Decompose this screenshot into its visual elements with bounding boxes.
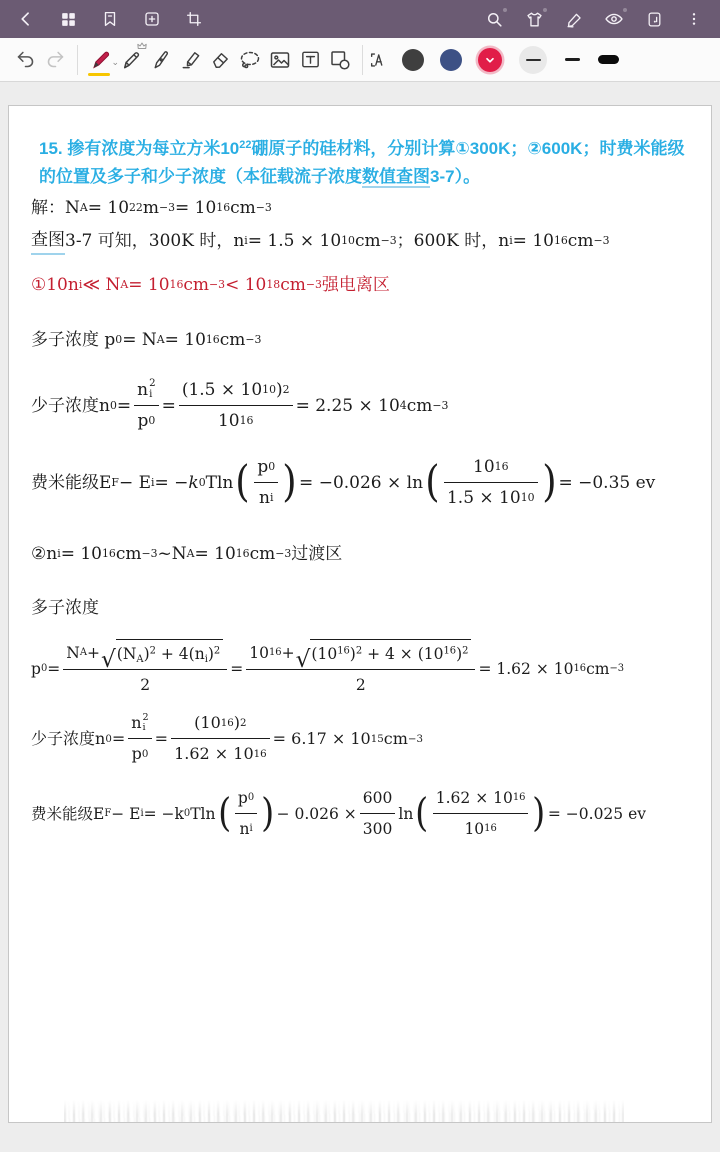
back-icon[interactable] (14, 7, 38, 31)
shape-tool-icon[interactable] (325, 43, 355, 77)
eye-readonly-icon[interactable] (602, 7, 626, 31)
grid-pages-icon[interactable] (56, 7, 80, 31)
eraser-tool-icon[interactable] (205, 43, 235, 77)
pencil-tool-icon[interactable] (115, 43, 145, 77)
doc-line-minor2: 少子浓度n 0 = n 2 i p 0 = (10 16 ) 2 1.62 × 10 16 = 6.17 × 10 15 cm −3 (31, 711, 423, 763)
doc-line-fermi2: 费米能级E F − E i = −k 0 Tln ( p 0 n i ) − 0.026 × $\frac{600}{300}$ ln ( 1.62 × 10 16 10 16 ) = −0.025 ev (31, 789, 647, 838)
fountain-pen-tool-icon[interactable] (145, 43, 175, 77)
search-icon[interactable] (482, 7, 506, 31)
crop-icon[interactable] (182, 7, 206, 31)
toolbar-divider (77, 45, 78, 75)
doc-line-major1: 多子浓度 p 0 = N A = 10 16 cm −3 (31, 330, 262, 350)
pen-selected-indicator (88, 73, 110, 76)
lasso-tool-icon[interactable] (235, 43, 265, 77)
pen-edit-icon[interactable] (562, 7, 586, 31)
doc-line-fermi1: 费米能级E F − E i = − k 0 Tln ( p 0 n i ) = −0.026 × ln ( 10 16 1.5 × 10 10 ) = −0.35 ev (31, 456, 656, 508)
more-menu-icon[interactable] (682, 7, 706, 31)
doc-line-case2: ②n i = 10 16 cm −3 ~N A = 10 16 cm −3 过渡区 (31, 544, 343, 564)
page-bottom-faint-marks (64, 1100, 624, 1123)
color-swatch-blue[interactable] (440, 49, 462, 71)
topbar-left-group (14, 7, 206, 31)
stroke-width-thin-selected[interactable] (519, 46, 547, 74)
pen-options-chevron-icon: ⌄ (111, 57, 119, 68)
doc-line-chatu: 查图 3-7 可知，300K 时，n i = 1.5 × 10 10 cm −3 ；600K 时，n i = 10 16 cm −3 (31, 227, 693, 255)
drawing-toolbar (0, 38, 720, 82)
undo-icon[interactable] (10, 43, 40, 77)
doc-line-title: 15. 掺有浓度为每立方米$10^{22}$硼原子的硅材料，分别计算①300K；②600K；时费米能级的位置及多子和少子浓度（本征载流子浓度数值查图3-7）。 (39, 139, 685, 186)
shirt-theme-icon[interactable] (522, 7, 546, 31)
ocr-tool-icon[interactable] (364, 43, 394, 77)
color-swatch-red-selected[interactable] (478, 48, 502, 72)
document-content (9, 106, 711, 842)
doc-line-p0: p 0 = N A + √ $(N_A)^2 + 4(n_i)^2$ 2 = 10 16 + √ $(10^{16})^2 + 4 \times (10^{16})^2$ 2 = 1.62 × 10 16 cm −3 (31, 639, 693, 698)
toolbar-divider-2 (362, 45, 363, 75)
image-tool-icon[interactable] (265, 43, 295, 77)
add-page-icon[interactable] (140, 7, 164, 31)
redo-icon[interactable] (40, 43, 70, 77)
doc-line-jie: 解：N A = 10 22 m −3 = 10 16 cm −3 (31, 198, 272, 218)
top-app-bar (0, 0, 720, 38)
doc-line-ionize: ①10n i ≪ N A = 10 16 cm −3 < 10 18 cm −3 强电离区 (31, 275, 390, 295)
doc-line-major2: 多子浓度 (31, 598, 99, 618)
text-tool-icon[interactable] (295, 43, 325, 77)
color-swatch-dark[interactable] (402, 49, 424, 71)
bookmark-icon[interactable] (98, 7, 122, 31)
stroke-width-medium[interactable] (565, 58, 580, 62)
pen-tool-icon[interactable] (85, 43, 119, 77)
note-page[interactable] (8, 105, 712, 1123)
topbar-right-group (482, 7, 706, 31)
stroke-width-thick[interactable] (598, 55, 619, 64)
side-panel-icon[interactable] (642, 7, 666, 31)
doc-line-minor1: 少子浓度n 0 = n 2 i p 0 = (1.5 × 10 10 ) 2 10 16 = 2.25 × 10 4 cm −3 (31, 378, 449, 431)
note-canvas-area (0, 82, 720, 1152)
highlighter-tool-icon[interactable] (175, 43, 205, 77)
